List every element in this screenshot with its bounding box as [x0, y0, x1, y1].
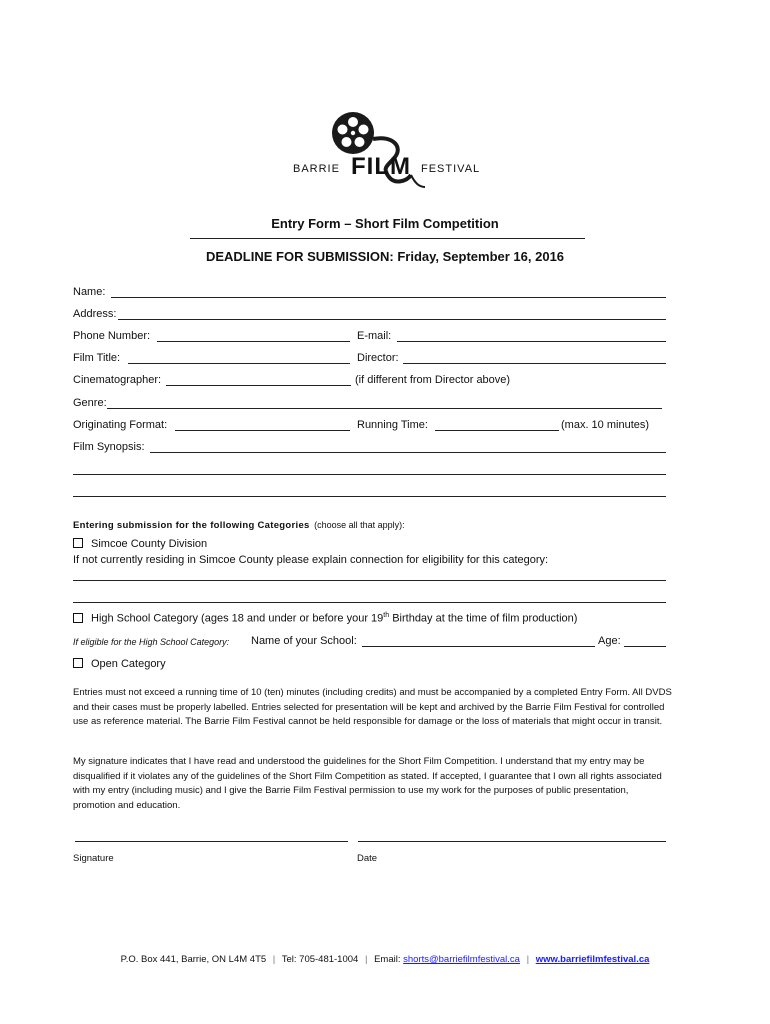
director-field[interactable] — [403, 363, 666, 364]
format-label: Originating Format: — [73, 419, 168, 431]
phone-label: Phone Number: — [73, 330, 151, 342]
highschool-option[interactable] — [73, 612, 577, 625]
footer-email-label: Email: — [374, 954, 401, 965]
categories-heading-note: (choose all that apply): — [314, 520, 405, 530]
title-rule — [190, 238, 585, 239]
terms-paragraph-1: Entries must not exceed a running time of 10 (ten) minutes (including credits) and must be accompanied by a completed Entry Form. All DVDS and their cases must be properly labelled. Entries selected for presentation will be kept and archived by the Barrie Film Festival for controlled use as reference material. The Barrie Film Festival cannot be held responsible for damage or the loss of materials that might occur in transit. — [73, 687, 672, 727]
email-label: E-mail: — [357, 330, 392, 342]
logo-film: FILM — [351, 153, 411, 180]
school-name-field[interactable] — [362, 646, 595, 647]
footer-separator-2: | — [364, 954, 368, 965]
age-field[interactable] — [624, 646, 666, 647]
simcoe-field-1[interactable] — [73, 580, 666, 581]
highschool-label-post: Birthday at the time of film production) — [389, 612, 578, 625]
running-time-label: Running Time: — [357, 419, 428, 431]
school-name-label: Name of your School: — [251, 635, 357, 647]
simcoe-option[interactable] — [73, 538, 207, 550]
cinematographer-note: (if different from Director above) — [355, 374, 511, 386]
genre-field[interactable] — [107, 408, 662, 409]
footer-website-link[interactable]: www.barriefilmfestival.ca — [535, 954, 650, 965]
date-label: Date — [357, 853, 378, 864]
logo-barrie: BARRIE — [293, 163, 340, 175]
simcoe-note: If not currently residing in Simcoe County please explain connection for eligibility for this category: — [73, 554, 549, 566]
footer — [0, 954, 770, 965]
footer-separator-1: | — [272, 954, 276, 965]
simcoe-field-2[interactable] — [73, 602, 666, 603]
synopsis-field-2[interactable] — [73, 474, 666, 475]
date-field[interactable] — [358, 841, 666, 842]
logo-festival: FESTIVAL — [421, 163, 481, 175]
cinematographer-field[interactable] — [166, 385, 351, 386]
synopsis-field-3[interactable] — [73, 496, 666, 497]
running-time-field[interactable] — [435, 430, 559, 431]
synopsis-label: Film Synopsis: — [73, 441, 145, 453]
format-field[interactable] — [175, 430, 350, 431]
simcoe-label: Simcoe County Division — [91, 538, 208, 550]
name-label: Name: — [73, 286, 106, 298]
open-checkbox[interactable] — [73, 658, 83, 668]
film-title-label: Film Title: — [73, 352, 121, 364]
open-option[interactable] — [73, 658, 166, 670]
running-time-note: (max. 10 minutes) — [561, 419, 650, 431]
phone-field[interactable] — [157, 341, 350, 342]
highschool-sup: th — [383, 612, 390, 619]
simcoe-checkbox[interactable] — [73, 538, 83, 548]
name-field[interactable] — [111, 297, 666, 298]
form-title: Entry Form – Short Film Competition — [271, 216, 499, 231]
cinematographer-label: Cinematographer: — [73, 374, 162, 386]
open-label: Open Category — [91, 658, 166, 670]
signature-field[interactable] — [75, 841, 348, 842]
film-title-field[interactable] — [128, 363, 350, 364]
highschool-label-pre: High School Category (ages 18 and under or before your 19 — [91, 612, 384, 625]
age-label: Age: — [598, 635, 621, 647]
footer-email-link[interactable]: shorts@barriefilmfestival.ca — [403, 954, 520, 965]
email-field[interactable] — [397, 341, 666, 342]
footer-separator-3: | — [526, 954, 530, 965]
signature-label: Signature — [73, 853, 114, 864]
festival-logo — [285, 105, 500, 200]
director-label: Director: — [357, 352, 399, 364]
highschool-eligible: If eligible for the High School Category: — [73, 637, 230, 647]
deadline: DEADLINE FOR SUBMISSION: Friday, September 16, 2016 — [205, 249, 565, 264]
address-field[interactable] — [118, 319, 666, 320]
highschool-checkbox[interactable] — [73, 613, 83, 623]
footer-address: P.O. Box 441, Barrie, ON L4M 4T5 — [120, 954, 267, 965]
footer-tel: Tel: 705-481-1004 — [281, 954, 359, 965]
synopsis-field-1[interactable] — [150, 452, 666, 453]
terms-paragraph-2: My signature indicates that I have read and understood the guidelines for the Short Film Competition. I understand that my entry may be disqualified if it violates any of the guidelines of the Short Film Competition as stated. If accepted, I guarantee that I own all rights associated with my entry (including music) and I give the Barrie Film Festival permission to use my work for the purposes of public presentation, promotion and education. — [73, 756, 662, 811]
categories-heading-text: Entering submission for the following Categories — [73, 520, 310, 531]
categories-heading — [73, 515, 405, 533]
address-label: Address: — [73, 308, 117, 320]
genre-label: Genre: — [73, 397, 107, 409]
